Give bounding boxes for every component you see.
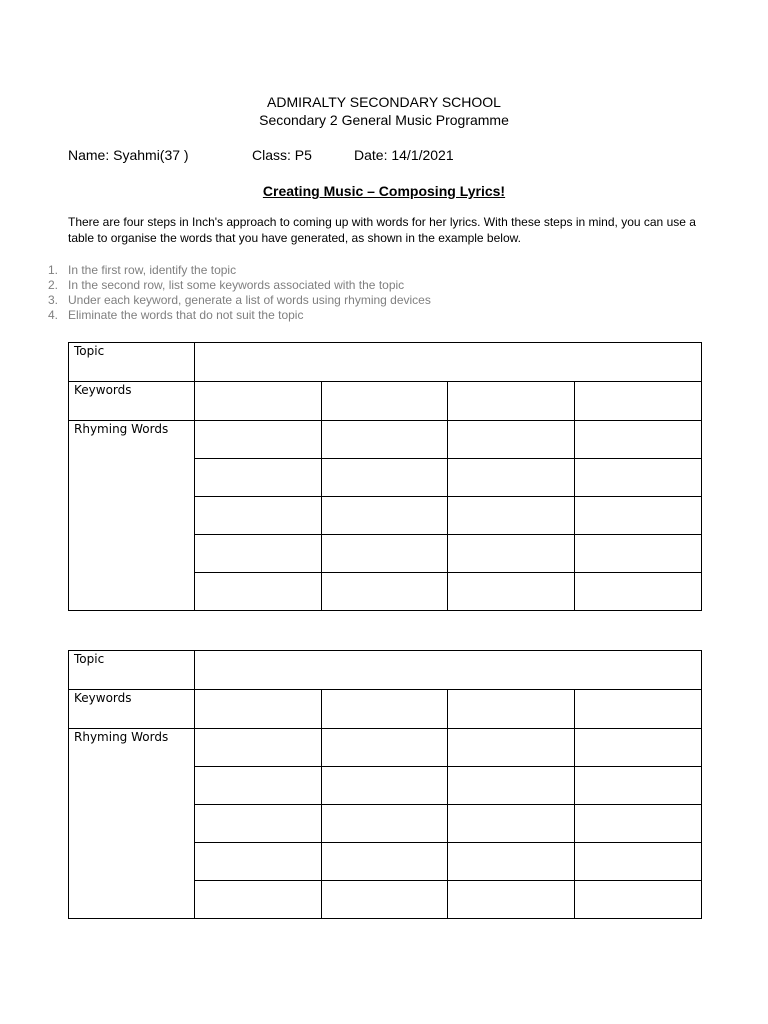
- rhyming-cell[interactable]: [322, 497, 448, 535]
- rhyming-cell[interactable]: [448, 421, 575, 459]
- rhyming-row: [69, 421, 702, 459]
- keyword-cell[interactable]: [448, 382, 575, 421]
- rhyming-cell[interactable]: [195, 421, 322, 459]
- rhyming-cell[interactable]: [448, 573, 575, 611]
- programme-title: Secondary 2 General Music Programme: [259, 112, 509, 128]
- rhyming-cell[interactable]: [575, 535, 702, 573]
- list-item: [40, 263, 431, 278]
- keyword-cell[interactable]: [195, 690, 322, 729]
- topic-row: [69, 651, 702, 690]
- rhyming-words-label: Rhyming Words: [69, 421, 195, 611]
- rhyming-cell[interactable]: [322, 843, 448, 881]
- rhyming-cell[interactable]: [448, 805, 575, 843]
- keyword-cell[interactable]: [322, 382, 448, 421]
- keyword-cell[interactable]: [195, 382, 322, 421]
- step-text: In the first row, identify the topic: [68, 263, 237, 277]
- list-item: [40, 308, 431, 323]
- rhyming-cell[interactable]: [575, 881, 702, 919]
- step-text: Under each keyword, generate a list of words using rhyming devices: [68, 293, 431, 307]
- keyword-cell[interactable]: [575, 382, 702, 421]
- rhyming-cell[interactable]: [195, 535, 322, 573]
- rhyming-cell[interactable]: [322, 881, 448, 919]
- worksheet-date: Date: 14/1/2021: [354, 147, 454, 163]
- rhyming-cell[interactable]: [195, 881, 322, 919]
- rhyming-cell[interactable]: [322, 573, 448, 611]
- rhyming-cell[interactable]: [322, 459, 448, 497]
- keywords-label: Keywords: [69, 382, 195, 421]
- intro-paragraph: There are four steps in Inch's approach to coming up with words for her lyrics. With these steps in mind, you can use a table to organise the words that you have generated, as shown in the example below.: [68, 215, 696, 245]
- rhyming-cell[interactable]: [322, 729, 448, 767]
- rhyming-cell[interactable]: [575, 497, 702, 535]
- rhyming-cell[interactable]: [322, 767, 448, 805]
- lyrics-table: [68, 650, 702, 919]
- keyword-cell[interactable]: [575, 690, 702, 729]
- rhyming-cell[interactable]: [575, 843, 702, 881]
- rhyming-row: [69, 729, 702, 767]
- rhyming-words-label: Rhyming Words: [69, 729, 195, 919]
- step-text: In the second row, list some keywords associated with the topic: [68, 278, 405, 292]
- keyword-cell[interactable]: [322, 690, 448, 729]
- step-number: 4.: [47, 308, 58, 322]
- step-number: 3.: [47, 293, 58, 307]
- topic-cell[interactable]: [195, 343, 702, 382]
- step-number: 1.: [47, 263, 58, 277]
- rhyming-cell[interactable]: [575, 421, 702, 459]
- rhyming-cell[interactable]: [448, 881, 575, 919]
- topic-cell[interactable]: [195, 651, 702, 690]
- rhyming-cell[interactable]: [322, 535, 448, 573]
- rhyming-cell[interactable]: [195, 767, 322, 805]
- rhyming-cell[interactable]: [448, 729, 575, 767]
- rhyming-cell[interactable]: [322, 805, 448, 843]
- worksheet-heading: Creating Music – Composing Lyrics!: [262, 183, 506, 199]
- step-number: 2.: [47, 278, 58, 292]
- rhyming-cell[interactable]: [448, 843, 575, 881]
- rhyming-cell[interactable]: [575, 573, 702, 611]
- rhyming-cell[interactable]: [195, 729, 322, 767]
- step-text: Eliminate the words that do not suit the topic: [68, 308, 304, 322]
- rhyming-cell[interactable]: [448, 767, 575, 805]
- list-item: [40, 293, 431, 308]
- rhyming-cell[interactable]: [575, 805, 702, 843]
- keywords-label: Keywords: [69, 690, 195, 729]
- rhyming-cell[interactable]: [575, 459, 702, 497]
- rhyming-cell[interactable]: [575, 729, 702, 767]
- rhyming-cell[interactable]: [195, 805, 322, 843]
- rhyming-cell[interactable]: [195, 573, 322, 611]
- keywords-row: [69, 690, 702, 729]
- rhyming-cell[interactable]: [195, 843, 322, 881]
- rhyming-cell[interactable]: [448, 497, 575, 535]
- rhyming-cell[interactable]: [322, 421, 448, 459]
- keyword-cell[interactable]: [448, 690, 575, 729]
- rhyming-cell[interactable]: [448, 459, 575, 497]
- list-item: [40, 278, 431, 293]
- rhyming-cell[interactable]: [575, 767, 702, 805]
- rhyming-cell[interactable]: [448, 535, 575, 573]
- student-class: Class: P5: [252, 147, 312, 163]
- topic-label: Topic: [69, 343, 195, 382]
- lyrics-table: [68, 342, 702, 611]
- rhyming-cell[interactable]: [195, 497, 322, 535]
- steps-list: [40, 263, 431, 323]
- school-name: ADMIRALTY SECONDARY SCHOOL: [267, 94, 501, 110]
- student-name: Name: Syahmi(37 ): [68, 147, 189, 163]
- keywords-row: [69, 382, 702, 421]
- rhyming-cell[interactable]: [195, 459, 322, 497]
- topic-row: [69, 343, 702, 382]
- topic-label: Topic: [69, 651, 195, 690]
